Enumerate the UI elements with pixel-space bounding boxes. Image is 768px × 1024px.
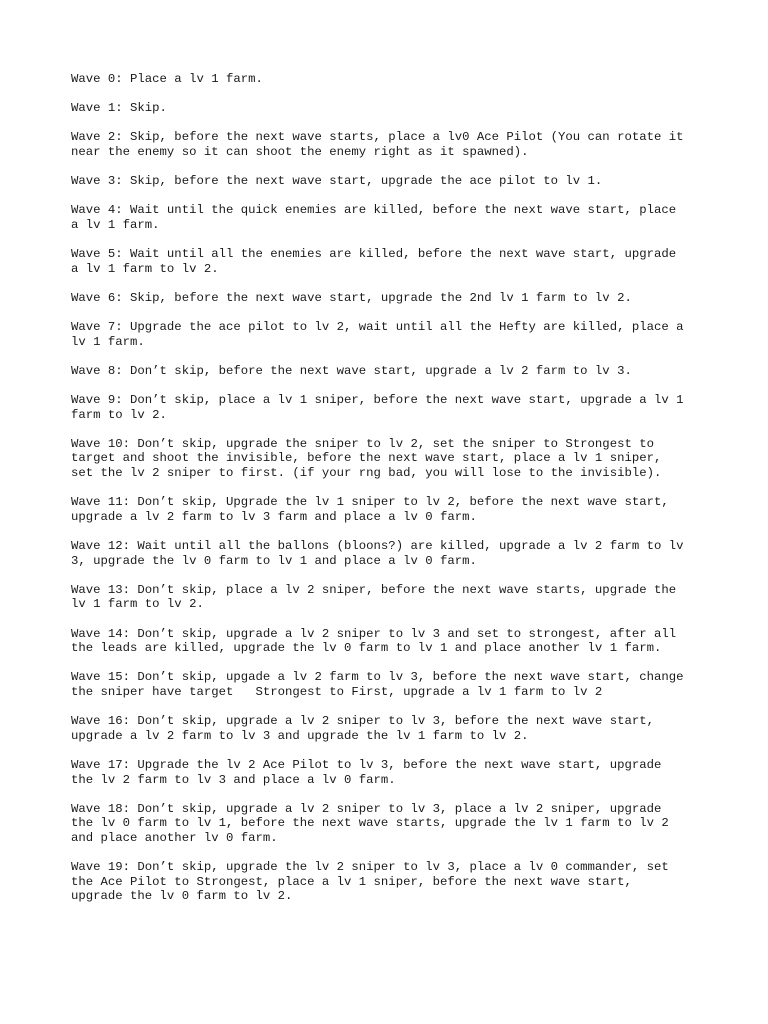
wave-18-instruction: Wave 18: Don’t skip, upgrade a lv 2 sniper to lv 3, place a lv 2 sniper, upgrade the lv 0 farm to lv 1, before the next wave starts, upgrade the lv 1 farm to lv 2 and place another lv 0 farm.: [71, 801, 669, 845]
wave-17-instruction: Wave 17: Upgrade the lv 2 Ace Pilot to lv 3, before the next wave start, upgrade the lv 2 farm to lv 3 and place a lv 0 farm.: [71, 757, 662, 787]
wave-9-instruction: Wave 9: Don’t skip, place a lv 1 sniper, before the next wave start, upgrade a lv 1 farm to lv 2.: [71, 393, 684, 422]
wave-19-instruction: Wave 19: Don’t skip, upgrade the lv 2 sniper to lv 3, place a lv 0 commander, set the Ace Pilot to Strongest, place a lv 1 sniper, before the next wave start, upgrade the lv 0 farm to lv 2.: [71, 860, 669, 904]
wave-4-instruction: Wave 4: Wait until the quick enemies are killed, before the next wave start, place a lv 1 farm.: [71, 203, 677, 232]
wave-7-instruction: Wave 7: Upgrade the ace pilot to lv 2, wait until all the Hefty are killed, place a lv 1 farm.: [71, 320, 684, 349]
wave-11-instruction: Wave 11: Don’t skip, Upgrade the lv 1 sniper to lv 2, before the next wave start, upgrade a lv 2 farm to lv 3 farm and place a lv 0 farm.: [71, 495, 669, 524]
document-body: [71, 72, 711, 918]
wave-1-instruction: Wave 1: Skip.: [71, 101, 167, 116]
wave-2-instruction: Wave 2: Skip, before the next wave starts, place a lv0 Ace Pilot (You can rotate it near the enemy so it can shoot the enemy right as it spawned).: [71, 130, 684, 159]
wave-5-instruction: Wave 5: Wait until all the enemies are killed, before the next wave start, upgrade a lv 1 farm to lv 2.: [71, 247, 677, 276]
wave-13-instruction: Wave 13: Don’t skip, place a lv 2 sniper, before the next wave starts, upgrade the lv 1 farm to lv 2.: [71, 582, 677, 612]
wave-3-instruction: Wave 3: Skip, before the next wave start, upgrade the ace pilot to lv 1.: [71, 174, 603, 189]
wave-10-instruction: Wave 10: Don’t skip, upgrade the sniper to lv 2, set the sniper to Strongest to target and shoot the invisible, before the next wave start, place a lv 1 sniper, set the lv 2 sniper to first. (if your rng bad, you will lose to the invisible).: [71, 436, 662, 481]
wave-12-instruction: Wave 12: Wait until all the ballons (bloons?) are killed, upgrade a lv 2 farm to lv 3, upgrade the lv 0 farm to lv 1 and place a lv 0 farm.: [71, 539, 684, 568]
wave-0-instruction: Wave 0: Place a lv 1 farm.: [71, 72, 263, 86]
wave-6-instruction: Wave 6: Skip, before the next wave start, upgrade the 2nd lv 1 farm to lv 2.: [71, 290, 632, 305]
wave-14-instruction: Wave 14: Don’t skip, upgrade a lv 2 sniper to lv 3 and set to strongest, after all the leads are killed, upgrade the lv 0 farm to lv 1 and place another lv 1 farm.: [71, 626, 677, 656]
wave-8-instruction: Wave 8: Don’t skip, before the next wave start, upgrade a lv 2 farm to lv 3.: [71, 363, 632, 378]
wave-15-instruction: Wave 15: Don’t skip, upgade a lv 2 farm to lv 3, before the next wave start, change the sniper have target Strongest to First, upgrade a lv 1 farm to lv 2: [71, 670, 684, 699]
wave-16-instruction: Wave 16: Don’t skip, upgrade a lv 2 sniper to lv 3, before the next wave start, upgrade a lv 2 farm to lv 3 and upgrade the lv 1 farm to lv 2.: [71, 714, 654, 743]
